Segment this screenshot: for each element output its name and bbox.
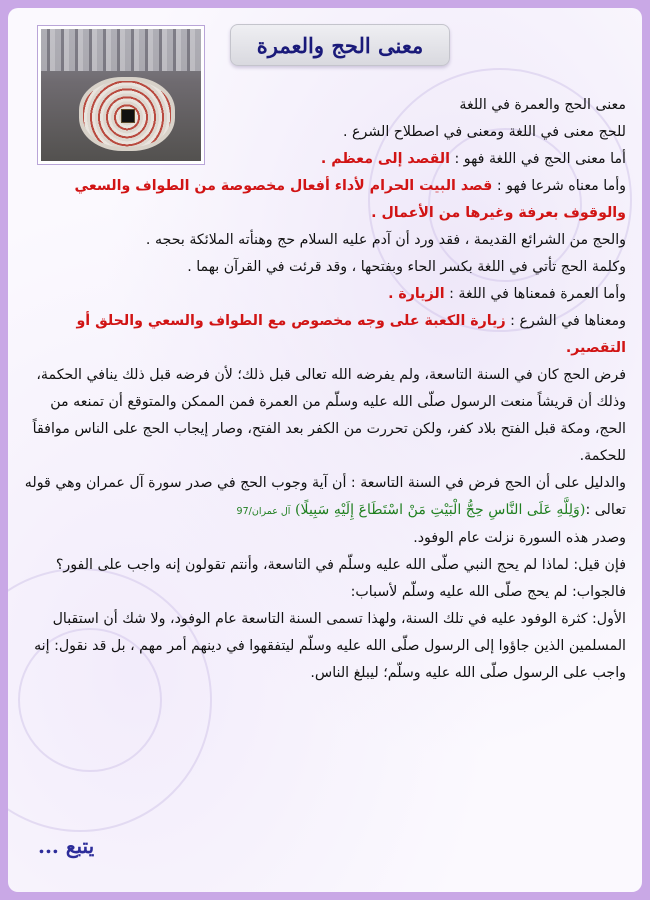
paragraph-evidence [24, 470, 626, 525]
hajj-sharia-prefix: وأما معناه شرعا فهو : [492, 178, 626, 194]
paragraph-first-reason: الأول: كثرة الوفود عليه في تلك السنة، ولهذا تسمى السنة التاسعة عام الوفود، ولا شك أن استقبال المسلمين الذين جاؤوا إلى الرسول صلّى الله عليه وسلّم ليتفقهوا في دينهم أمر مهم ، بل قد نقول: إنه واجب على الرسول صلّى الله عليه وسلّم؛ ليبلغ الناس. [34, 611, 626, 681]
quran-verse: (وَلِلَّهِ عَلَى النَّاسِ حِجُّ الْبَيْتِ مَنْ اسْتَطَاعَ إِلَيْهِ سَبِيلًا) [294, 502, 586, 518]
hajj-sharia-definition: قصد البيت الحرام لأداء أفعال مخصوصة من الطواف والسعي والوقوف بعرفة وغيرها من الأعمال . [74, 178, 626, 221]
content-page [8, 8, 642, 892]
line-ancient-law: والحج من الشرائع القديمة ، فقد ورد أن آدم عليه السلام حج وهنأته الملائكة بحجه . [145, 232, 626, 248]
line-word-hajj: وكلمة الحج تأتي في اللغة بكسر الحاء وبفتحها ، وقد قرئت في القرآن بهما . [187, 259, 626, 275]
city-skyline [41, 29, 201, 71]
umrah-sharia-prefix: ومعناها في الشرع : [505, 313, 626, 329]
umrah-language-definition: الزيارة . [388, 286, 445, 302]
evidence-text: والدليل على أن الحج فرض في السنة التاسعة : أن آية وجوب الحج في صدر سورة آل عمران وهي قوله تعالى : [24, 475, 626, 518]
umrah-sharia-definition: زيارة الكعبة على وجه مخصوص مع الطواف والسعي والحلق أو التقصير. [76, 313, 626, 356]
line-umrah-sharia [24, 308, 626, 362]
hajj-language-prefix: أما معنى الحج في اللغة فهو : [449, 151, 626, 167]
paragraph-obligation-year: فرض الحج كان في السنة التاسعة، ولم يفرضه الله تعالى قبل ذلك؛ لأن فرضه قبل ذلك ينافي الحكمة، وذلك أن قريشاً منعت الرسول صلّى الله عليه وسلّم من العمرة فمن الممكن والمتوقع أن تمنعه من الحج، ومكة قبل الفتح بلاد كفر، ولكن تحررت من الكفر بعد الفتح، وصار إيجاب الحج على الناس موافقاً للحكمة. [32, 367, 626, 464]
line-heading: معنى الحج والعمرة في اللغة [459, 97, 626, 113]
paragraph-surah-note: وصدر هذه السورة نزلت عام الوفود. [413, 530, 626, 546]
line-hajj-language [24, 146, 626, 173]
verse-reference: آل عمران/97 [236, 506, 291, 517]
umrah-language-prefix: وأما العمرة فمعناها في اللغة : [444, 286, 626, 302]
hajj-language-definition: القصد إلى معظم . [320, 151, 450, 167]
continued-label[interactable]: يتبع ... [38, 834, 95, 858]
page-title: معنى الحج والعمرة [256, 32, 424, 58]
paragraph-question: فإن قيل: لماذا لم يحج النبي صلّى الله عليه وسلّم في التاسعة، وأنتم تقولون إنه واجب على الفور؟ فالجواب: لم يحج صلّى الله عليه وسلّم لأسباب: [55, 557, 626, 600]
title-banner [230, 24, 450, 66]
article-body [24, 92, 626, 687]
line-intro: للحج معنى في اللغة ومعنى في اصطلاح الشرع . [343, 124, 626, 140]
line-umrah-language [24, 281, 626, 308]
line-hajj-sharia [24, 173, 626, 227]
